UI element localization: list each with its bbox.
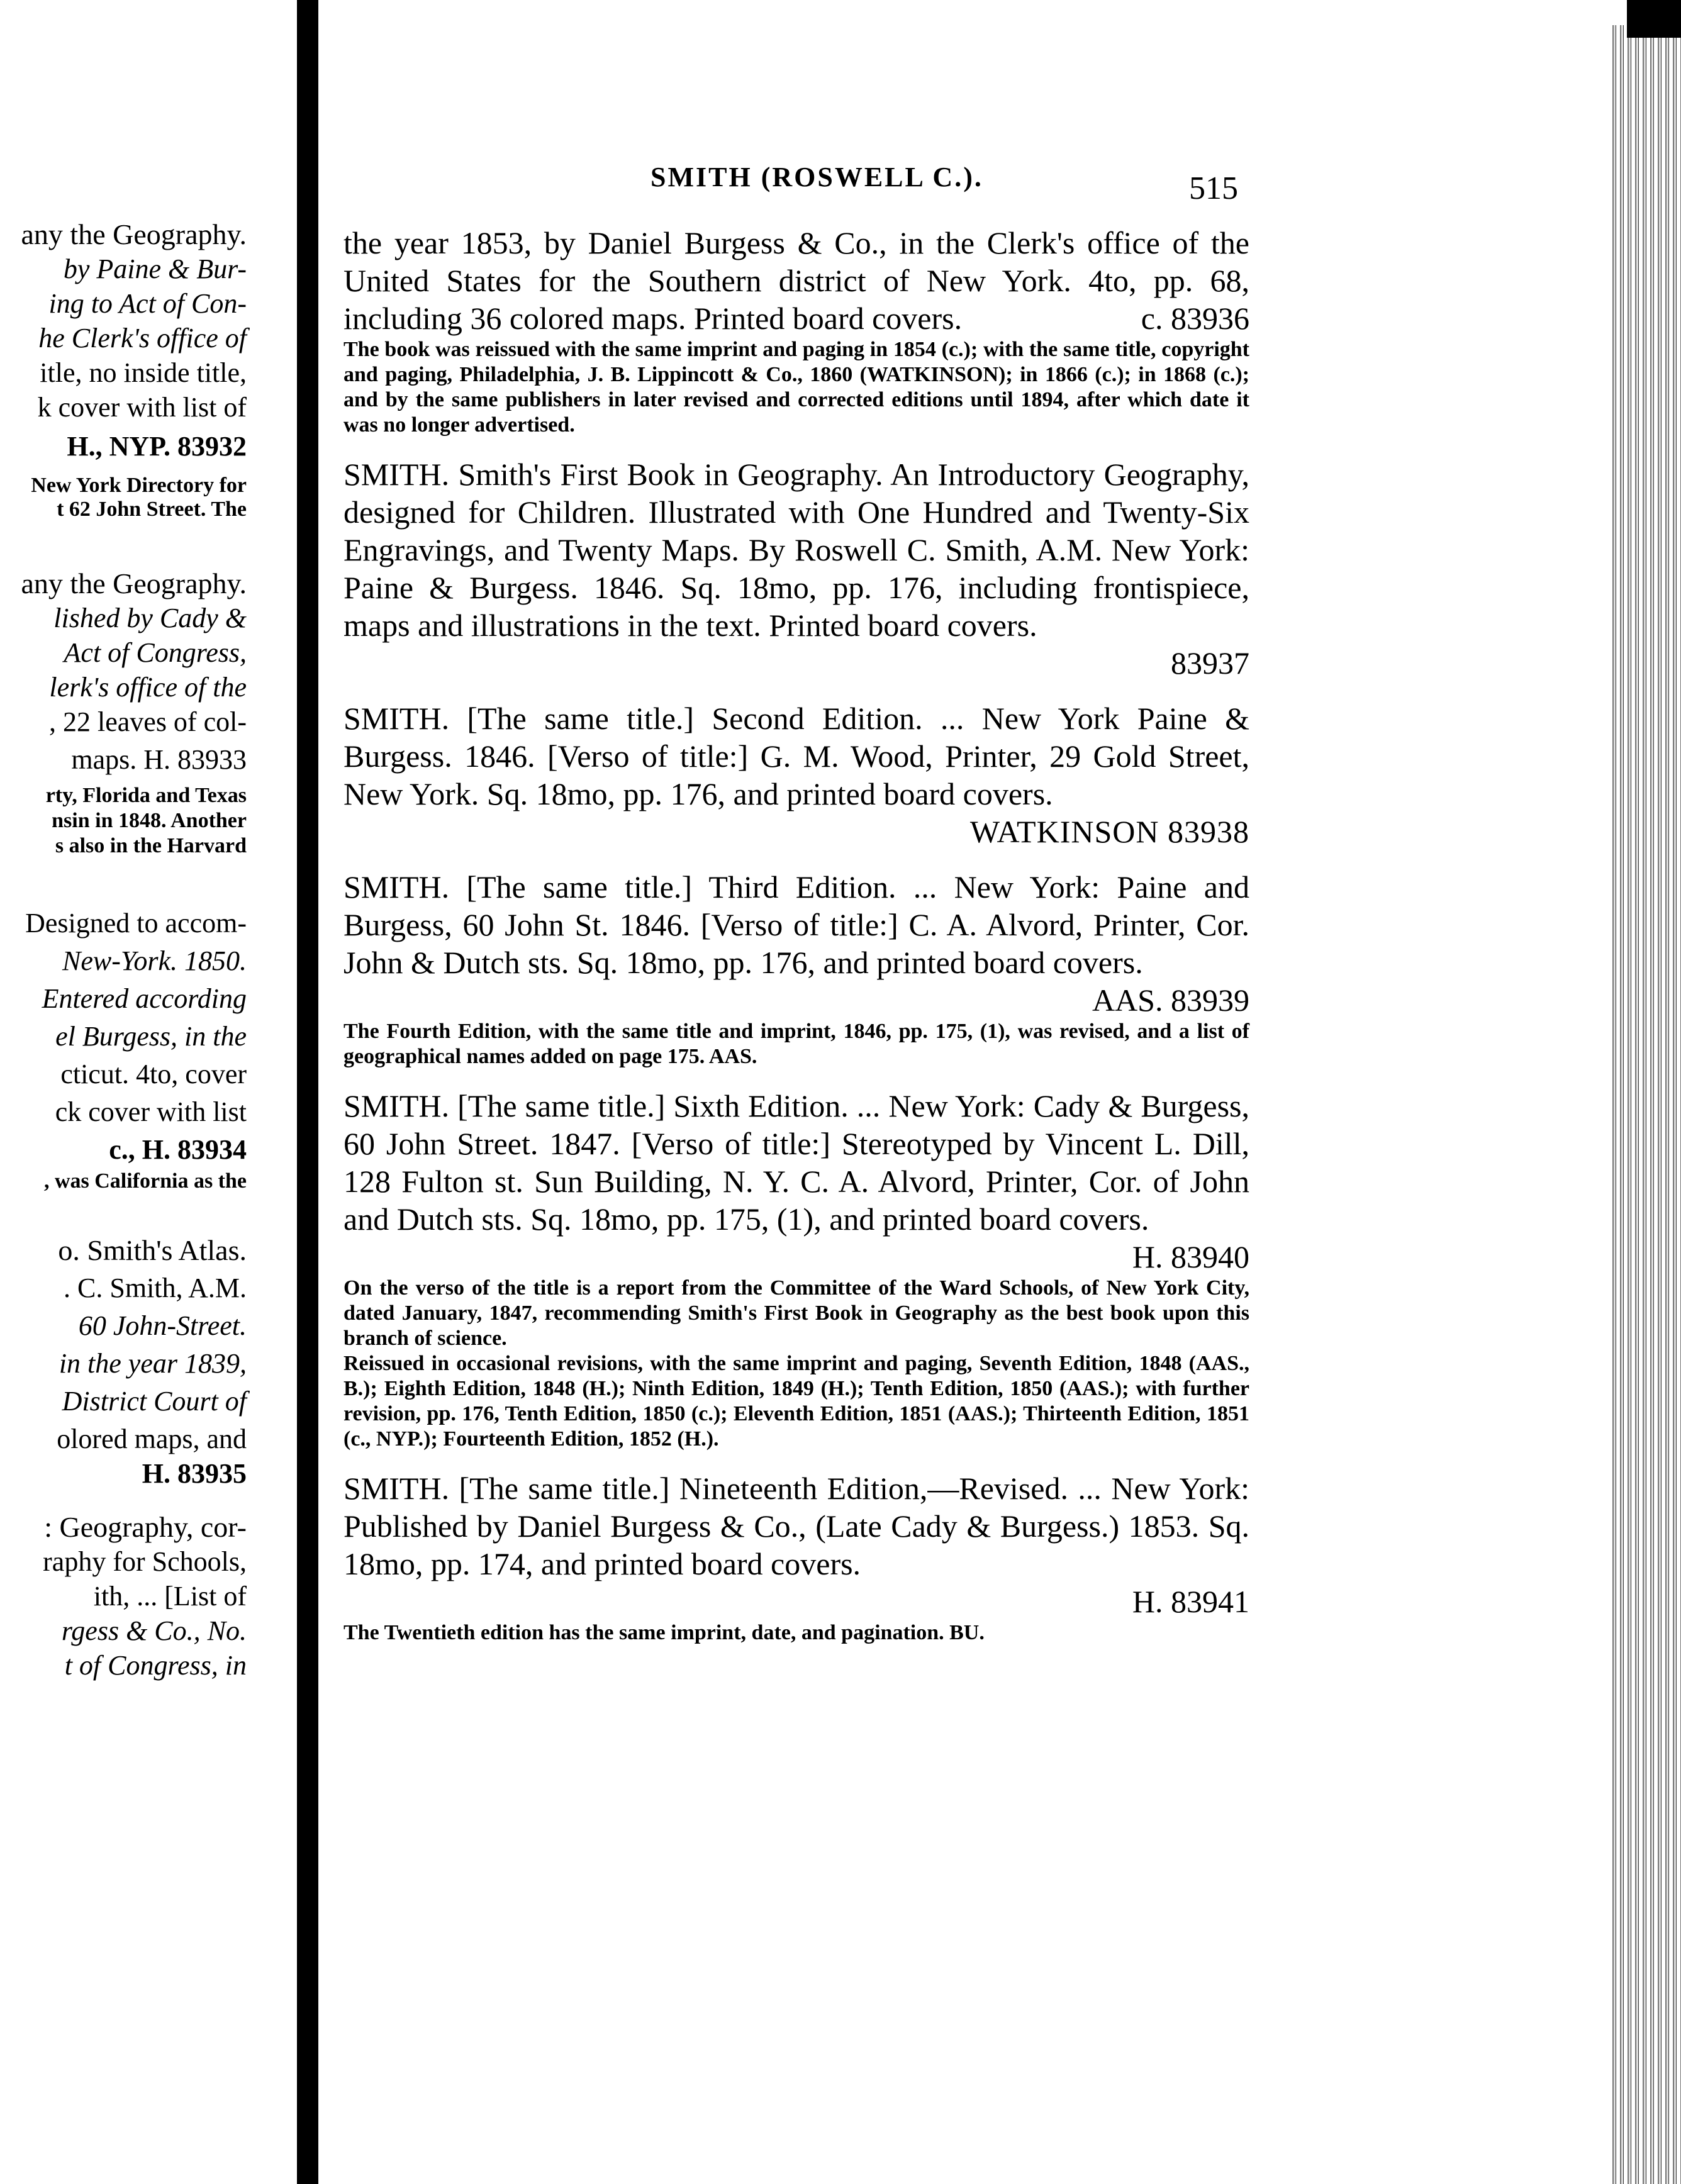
left-page-line: H., NYP. 83932 — [67, 431, 247, 462]
left-page-line: District Court of — [62, 1386, 247, 1417]
left-page-line: ing to Act of Con- — [48, 288, 247, 319]
left-page-line: cticut. 4to, cover — [60, 1059, 247, 1089]
entry-text: SMITH. [The same title.] Nineteenth Edition,—Revised. ... New York: Published by Daniel Burgess & Co., (Late Cady & Burgess.) 1853. Sq. 18mo, pp. 174, and printed board covers. — [343, 1471, 1249, 1581]
left-page-line: he Clerk's office of — [38, 323, 247, 354]
entry-note: The Fourth Edition, with the same title and imprint, 1846, pp. 175, (1), was revised, and a list of geographical names added on page 175. AAS. — [343, 1020, 1249, 1068]
catalog-number: c. 83936 — [1141, 301, 1249, 336]
left-page-line: maps. H. 83933 — [71, 744, 247, 775]
left-page-line: o. Smith's Atlas. — [58, 1234, 247, 1266]
left-page-line: raphy for Schools, — [43, 1546, 247, 1577]
left-page-line: by Paine & Bur- — [63, 254, 247, 284]
left-page-line: lerk's office of the — [49, 672, 247, 703]
entry-83938 — [343, 699, 1249, 850]
page-header — [318, 157, 1627, 208]
entry-text: SMITH. Smith's First Book in Geography. An Introductory Geography, designed for Children. Illustrated with One Hundred and Twenty-Six Engravings, and Twenty Maps. By Roswell C. Smith, A.M. New York: Paine & Burgess. 1846. Sq. 18mo, pp. 176, including frontispiece, maps and illustrations in the text. Printed board covers. — [343, 457, 1249, 643]
catalog-number: WATKINSON 83938 — [969, 814, 1249, 849]
left-page-line: , 22 leaves of col- — [49, 706, 247, 737]
catalog-number: H. 83940 — [1132, 1239, 1249, 1274]
left-page-line: rty, Florida and Texas — [45, 784, 247, 807]
left-page-line: ith, ... [List of — [93, 1581, 247, 1612]
right-page — [318, 0, 1627, 2184]
left-page-line: in the year 1839, — [59, 1348, 247, 1379]
entry-text: the year 1853, by Daniel Burgess & Co., in the Clerk's office of the United States for the Southern district of New York. 4to, pp. 68, including 36 colored maps. Printed board covers. — [343, 225, 1249, 336]
page-edge-stack — [1611, 25, 1681, 2184]
catalog-number: H. 83941 — [1132, 1584, 1249, 1619]
running-head: SMITH (ROSWELL C.). — [651, 162, 983, 192]
catalog-number: AAS. 83939 — [1092, 983, 1249, 1018]
entry-main — [343, 224, 1249, 337]
entry-text: SMITH. [The same title.] Second Edition. ... New York Paine & Burgess. 1846. [Verso of title:] G. M. Wood, Printer, 29 Gold Street, New York. Sq. 18mo, pp. 176, and printed board covers. — [343, 701, 1249, 811]
entry-note: The Twentieth edition has the same imprint, date, and pagination. BU. — [343, 1621, 985, 1644]
left-page-line: New-York. 1850. — [62, 945, 247, 976]
entry-main — [343, 699, 1249, 813]
left-page-line: c., H. 83934 — [109, 1134, 247, 1165]
left-page-line: : Geography, cor- — [44, 1511, 247, 1543]
entry-note: The book was reissued with the same imprint and paging in 1854 (c.); with the same title, copyright and paging, Philadelphia, J. B. Lippincott & Co., 1860 (WATKINSON); in 1866 (c.); in 1868 (c.); and by the same publishers in later revised and corrected editions until 1894, after which date it was no longer advertised. — [343, 338, 1249, 437]
left-page-line: Designed to accom- — [25, 908, 247, 939]
entry-83939 — [343, 868, 1249, 1069]
left-page-line: any the Geography. — [21, 218, 247, 250]
left-page-line: 60 John-Street. — [78, 1310, 247, 1341]
entry-83941 — [343, 1469, 1249, 1646]
left-page-line: rgess & Co., No. — [61, 1615, 247, 1646]
entry-note: On the verso of the title is a report from the Committee of the Ward Schools, of New York City, dated January, 1847, recommending Smith's First Book in Geography as the best book upon this branch of science. — [343, 1276, 1249, 1350]
left-page-line: any the Geography. — [21, 567, 247, 599]
left-page-line: s also in the Harvard — [55, 834, 247, 857]
entry-main — [343, 868, 1249, 1018]
page-gutter — [297, 0, 318, 2184]
left-page-line: t of Congress, in — [64, 1650, 247, 1681]
entry-83940 — [343, 1087, 1249, 1452]
text-column — [343, 224, 1249, 1663]
left-page-line: t 62 John Street. The — [57, 498, 247, 521]
entry-main — [343, 1469, 1249, 1583]
entry-83937 — [343, 455, 1249, 682]
entry-83936 — [343, 224, 1249, 438]
left-page-line: Entered according — [42, 983, 247, 1014]
left-page-line: el Burgess, in the — [55, 1021, 247, 1052]
left-page-line: . C. Smith, A.M. — [64, 1273, 247, 1303]
left-page-line: k cover with list of — [37, 392, 247, 423]
entry-main — [343, 1087, 1249, 1274]
left-page-line: Act of Congress, — [64, 637, 247, 668]
left-page-line: ck cover with list — [55, 1096, 247, 1127]
left-page-line: olored maps, and — [57, 1424, 247, 1454]
left-page — [0, 0, 297, 2184]
left-page-line: , was California as the — [43, 1169, 247, 1193]
left-page-line: lished by Cady & — [53, 603, 247, 633]
page-edge-shadow — [1627, 0, 1681, 38]
left-page-line: New York Directory for — [31, 474, 247, 497]
entry-text: SMITH. [The same title.] Third Edition. ... New York: Paine and Burgess, 60 John St. 1846. [Verso of title:] C. A. Alvord, Printer, Cor. John & Dutch sts. Sq. 18mo, pp. 176, and printed board covers. — [343, 869, 1249, 980]
catalog-number: 83937 — [1171, 645, 1249, 681]
left-page-line: nsin in 1848. Another — [52, 809, 247, 832]
entry-main — [343, 455, 1249, 644]
left-page-line: H. 83935 — [142, 1458, 247, 1489]
entry-text: SMITH. [The same title.] Sixth Edition. ... New York: Cady & Burgess, 60 John Street. 1847. [Verso of title:] Stereotyped by Vincent L. Dill, 128 Fulton st. Sun Building, N. Y. C. A. Alvord, Printer, Cor. of John and Dutch sts. Sq. 18mo, pp. 175, (1), and printed board covers. — [343, 1088, 1249, 1237]
entry-note-2: Reissued in occasional revisions, with the same imprint and paging, Seventh Edition, 1848 (AAS., B.); Eighth Edition, 1848 (H.); Ninth Edition, 1849 (H.); Tenth Edition, 1850 (AAS.); with further revision, pp. 176, Tenth Edition, 1850 (c.); Eleventh Edition, 1851 (AAS.); Thirteenth Edition, 1851 (c., NYP.); Fourteenth Edition, 1852 (H.). — [343, 1352, 1249, 1451]
left-page-line: itle, no inside title, — [40, 357, 247, 388]
page-number: 515 — [1189, 170, 1238, 206]
